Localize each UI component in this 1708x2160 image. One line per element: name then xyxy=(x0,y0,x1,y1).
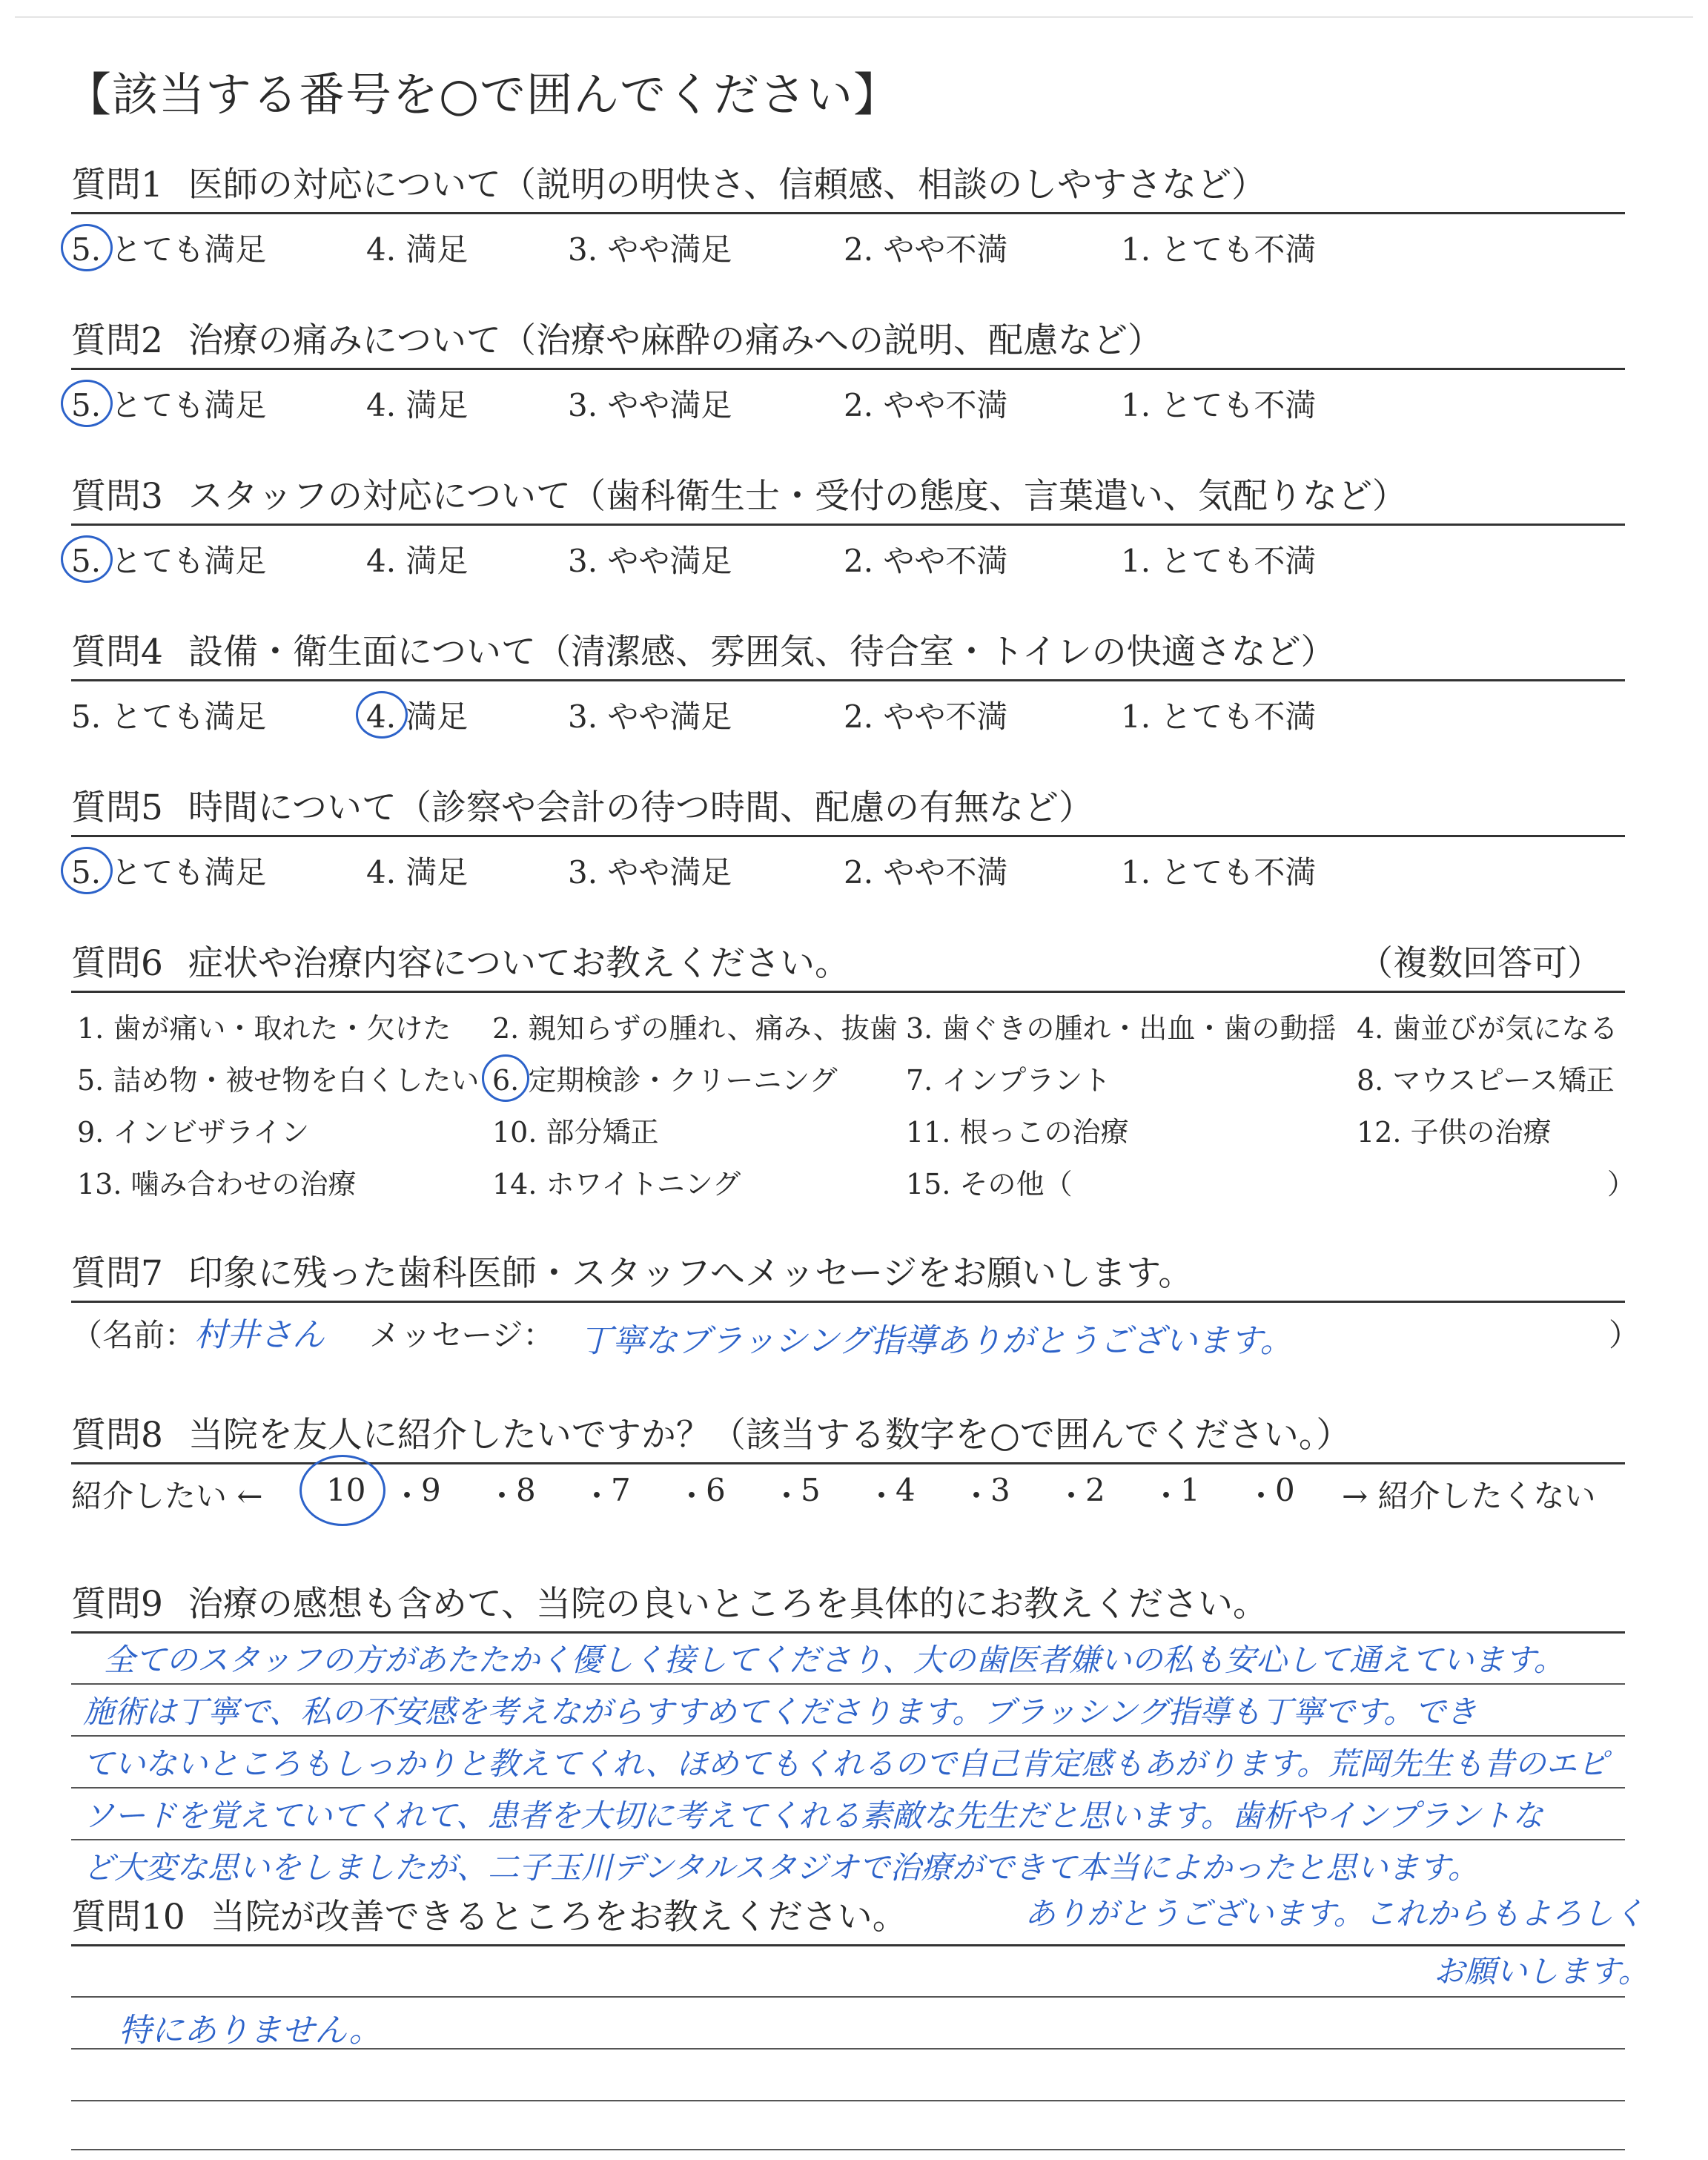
q1-selection-circle xyxy=(61,224,113,271)
q2-option[interactable]: 1. とても不満 xyxy=(1121,387,1317,423)
q3-option[interactable]: 1. とても不満 xyxy=(1121,543,1317,579)
q1-number: 質問1 xyxy=(71,165,163,205)
q2-text: 治療の痛みについて（治療や麻酔の痛みへの説明、配慮など） xyxy=(188,320,1163,361)
q7-close-paren: ） xyxy=(1609,1317,1641,1353)
q8-scale-value[interactable]: 2 xyxy=(1085,1472,1105,1508)
q5-option[interactable]: 5. とても満足 xyxy=(71,854,267,891)
q8-rule xyxy=(71,1462,1625,1464)
q9-heading xyxy=(71,1576,1268,1626)
q9-answer-line-1[interactable]: 全てのスタッフの方があたたかく優しく接してくださり、大の歯医者嫌いの私も安心して通えています。 xyxy=(104,1642,1565,1678)
q4-option[interactable]: 3. やや満足 xyxy=(568,698,732,735)
q8-selection-circle xyxy=(299,1455,385,1526)
q10-number: 質問10 xyxy=(71,1897,185,1938)
q8-scale-separator: ・ xyxy=(1245,1478,1277,1514)
q8-scale-value[interactable]: 3 xyxy=(990,1472,1010,1508)
q9-answer-line xyxy=(71,1735,1625,1737)
q4-option[interactable]: 2. やや不満 xyxy=(844,698,1008,735)
q8-scale-value[interactable]: 6 xyxy=(706,1472,726,1508)
q5-option[interactable]: 1. とても不満 xyxy=(1121,854,1317,891)
q3-text: スタッフの対応について（歯科衛生士・受付の態度、言葉遣い、気配りなど） xyxy=(188,476,1407,517)
q4-text: 設備・衛生面について（清潔感、雰囲気、待合室・トイレの快適さなど） xyxy=(188,632,1336,673)
q6-number: 質問6 xyxy=(71,943,163,984)
q3-option[interactable]: 4. 満足 xyxy=(366,543,469,579)
q9-answer-line xyxy=(71,1839,1625,1840)
q6-option[interactable]: 13. 噛み合わせの治療 xyxy=(77,1168,357,1200)
q1-option[interactable]: 2. やや不満 xyxy=(844,231,1008,268)
q5-text: 時間について（診察や会計の待つ時間、配慮の有無など） xyxy=(188,787,1093,828)
q5-option[interactable]: 3. やや満足 xyxy=(568,854,732,891)
q10-answer-line xyxy=(71,1996,1625,1998)
q3-option[interactable]: 5. とても満足 xyxy=(71,543,267,579)
q3-selection-circle xyxy=(61,535,113,583)
q7-name-value[interactable]: 村井さん xyxy=(194,1316,325,1354)
q3-option[interactable]: 3. やや満足 xyxy=(568,543,732,579)
q6-option[interactable]: 6. 定期検診・クリーニング xyxy=(492,1064,838,1097)
q1-option[interactable]: 4. 満足 xyxy=(366,231,469,268)
q8-scale-separator: ・ xyxy=(676,1478,708,1514)
q8-right-label: → 紹介したくない xyxy=(1342,1478,1596,1514)
q6-option[interactable]: 2. 親知らずの腫れ、痛み、抜歯 xyxy=(492,1012,898,1045)
q2-option[interactable]: 2. やや不満 xyxy=(844,387,1008,423)
q6-selection-circle xyxy=(482,1054,529,1102)
q7-number: 質問7 xyxy=(71,1253,163,1294)
q9-answer-line-7[interactable]: お願いします。 xyxy=(1434,1953,1649,1989)
q9-answer-line-6[interactable]: ありがとうございます。これからもよろしく xyxy=(1025,1895,1645,1932)
q9-answer-line xyxy=(71,1683,1625,1685)
q8-scale-separator: ・ xyxy=(391,1478,423,1514)
q10-text: 当院が改善できるところをお教えください。 xyxy=(210,1897,907,1938)
q4-rule xyxy=(71,679,1625,681)
q8-scale-separator: ・ xyxy=(1151,1478,1182,1514)
page-title: 【該当する番号を○で囲んでください】 xyxy=(65,67,901,122)
q6-option[interactable]: 1. 歯が痛い・取れた・欠けた xyxy=(77,1012,451,1045)
q9-answer-line xyxy=(71,1787,1625,1789)
q8-scale-value[interactable]: 5 xyxy=(801,1472,821,1508)
q2-rule xyxy=(71,368,1625,370)
q5-selection-circle xyxy=(61,847,113,894)
q8-scale-separator: ・ xyxy=(1056,1478,1088,1514)
q6-option[interactable]: 9. インビザライン xyxy=(77,1116,310,1149)
q9-answer-line-2[interactable]: 施術は丁寧で、私の不安感を考えながらすすめてくださります。ブラッシング指導も丁寧です。でき xyxy=(83,1694,1477,1730)
q8-scale-separator: ・ xyxy=(771,1478,803,1514)
q7-message-label: メッセージ： xyxy=(369,1317,555,1353)
q8-left-label: 紹介したい ← xyxy=(71,1478,263,1514)
q6-heading xyxy=(71,936,850,985)
q6-option[interactable]: 15. その他（ xyxy=(906,1168,1073,1200)
q1-heading xyxy=(71,157,1266,207)
q8-number: 質問8 xyxy=(71,1415,163,1456)
q3-rule xyxy=(71,524,1625,526)
q4-selection-circle xyxy=(356,691,408,739)
q6-option[interactable]: 4. 歯並びが気になる xyxy=(1357,1012,1618,1045)
q4-option[interactable]: 4. 満足 xyxy=(366,698,469,735)
q9-answer-line-3[interactable]: ていないところもしっかりと教えてくれ、ほめてもくれるので自己肯定感もあがります。荒岡先生も昔のエピ xyxy=(83,1745,1609,1782)
q3-option[interactable]: 2. やや不満 xyxy=(844,543,1008,579)
q5-option[interactable]: 4. 満足 xyxy=(366,854,469,891)
q6-option[interactable]: 7. インプラント xyxy=(906,1064,1111,1097)
q10-answer[interactable]: 特にありません。 xyxy=(119,2012,382,2050)
q6-note: （複数回答可） xyxy=(1358,943,1602,984)
q8-scale-value[interactable]: 1 xyxy=(1180,1472,1200,1508)
q8-scale-value[interactable]: 4 xyxy=(896,1472,916,1508)
q8-scale-value[interactable]: 8 xyxy=(516,1472,536,1508)
q1-text: 医師の対応について（説明の明快さ、信頼感、相談のしやすさなど） xyxy=(188,165,1267,205)
q8-scale-separator: ・ xyxy=(866,1478,898,1514)
q2-option[interactable]: 3. やや満足 xyxy=(568,387,732,423)
q6-close-paren: ） xyxy=(1607,1168,1636,1200)
q1-option[interactable]: 5. とても満足 xyxy=(71,231,267,268)
q6-option[interactable]: 10. 部分矯正 xyxy=(492,1116,659,1149)
q7-name-label: （名前： xyxy=(71,1317,196,1353)
q4-option[interactable]: 5. とても満足 xyxy=(71,698,267,735)
q10-answer-line xyxy=(71,2149,1625,2150)
q5-option[interactable]: 2. やや不満 xyxy=(844,854,1008,891)
q6-option[interactable]: 12. 子供の治療 xyxy=(1357,1116,1552,1149)
q4-number: 質問4 xyxy=(71,632,163,673)
q5-rule xyxy=(71,835,1625,837)
q7-message-value[interactable]: 丁寧なブラッシング指導ありがとうございます。 xyxy=(580,1322,1293,1360)
q9-rule xyxy=(71,1631,1625,1634)
q2-option[interactable]: 4. 満足 xyxy=(366,387,469,423)
q2-option[interactable]: 5. とても満足 xyxy=(71,387,267,423)
q9-answer-line-4[interactable]: ソードを覚えていてくれて、患者を大切に考えてくれる素敵な先生だと思います。歯析やインプラントな xyxy=(83,1797,1543,1834)
q8-scale-separator: ・ xyxy=(486,1478,518,1514)
q8-scale-separator: ・ xyxy=(961,1478,993,1514)
q2-heading xyxy=(71,313,1162,363)
q8-scale-value[interactable]: 10 xyxy=(326,1472,366,1508)
q6-option[interactable]: 14. ホワイトニング xyxy=(492,1168,741,1200)
q4-option[interactable]: 1. とても不満 xyxy=(1121,698,1317,735)
q9-text: 治療の感想も含めて、当院の良いところを具体的にお教えください。 xyxy=(188,1584,1268,1625)
q6-rule xyxy=(71,991,1625,993)
q10-rule xyxy=(71,1944,1625,1946)
q6-option[interactable]: 11. 根っこの治療 xyxy=(906,1116,1129,1149)
q4-heading xyxy=(71,624,1336,674)
q1-option[interactable]: 1. とても不満 xyxy=(1121,231,1317,268)
q6-option[interactable]: 8. マウスピース矯正 xyxy=(1357,1064,1615,1097)
q2-selection-circle xyxy=(61,380,113,427)
q8-scale-value[interactable]: 0 xyxy=(1275,1472,1295,1508)
q9-number: 質問9 xyxy=(71,1584,163,1625)
q5-number: 質問5 xyxy=(71,787,163,828)
q7-heading xyxy=(71,1246,1193,1295)
q2-number: 質問2 xyxy=(71,320,163,361)
q8-scale-value[interactable]: 7 xyxy=(611,1472,631,1508)
q8-text: 当院を友人に紹介したいですか？（該当する数字を○で囲んでください。） xyxy=(188,1415,1351,1456)
q6-option[interactable]: 5. 詰め物・被せ物を白くしたい xyxy=(77,1064,480,1097)
q3-number: 質問3 xyxy=(71,476,163,517)
q10-answer-line xyxy=(71,2100,1625,2101)
q5-heading xyxy=(71,780,1093,830)
q6-text: 症状や治療内容についてお教えください。 xyxy=(188,943,850,984)
q7-rule xyxy=(71,1301,1625,1303)
q6-option[interactable]: 3. 歯ぐきの腫れ・出血・歯の動揺 xyxy=(906,1012,1337,1045)
q8-scale-value[interactable]: 9 xyxy=(421,1472,441,1508)
q3-heading xyxy=(71,469,1407,518)
q1-option[interactable]: 3. やや満足 xyxy=(568,231,732,268)
scan-top-edge xyxy=(15,16,1693,18)
q1-rule xyxy=(71,212,1625,214)
q10-heading xyxy=(71,1889,907,1939)
q8-heading xyxy=(71,1407,1351,1457)
q7-text: 印象に残った歯科医師・スタッフへメッセージをお願いします。 xyxy=(188,1253,1194,1294)
q8-scale-separator: ・ xyxy=(581,1478,613,1514)
q9-answer-line-5[interactable]: ど大変な思いをしましたが、二子玉川デンタルスタジオで治療ができて本当によかったと思います。 xyxy=(83,1849,1479,1886)
